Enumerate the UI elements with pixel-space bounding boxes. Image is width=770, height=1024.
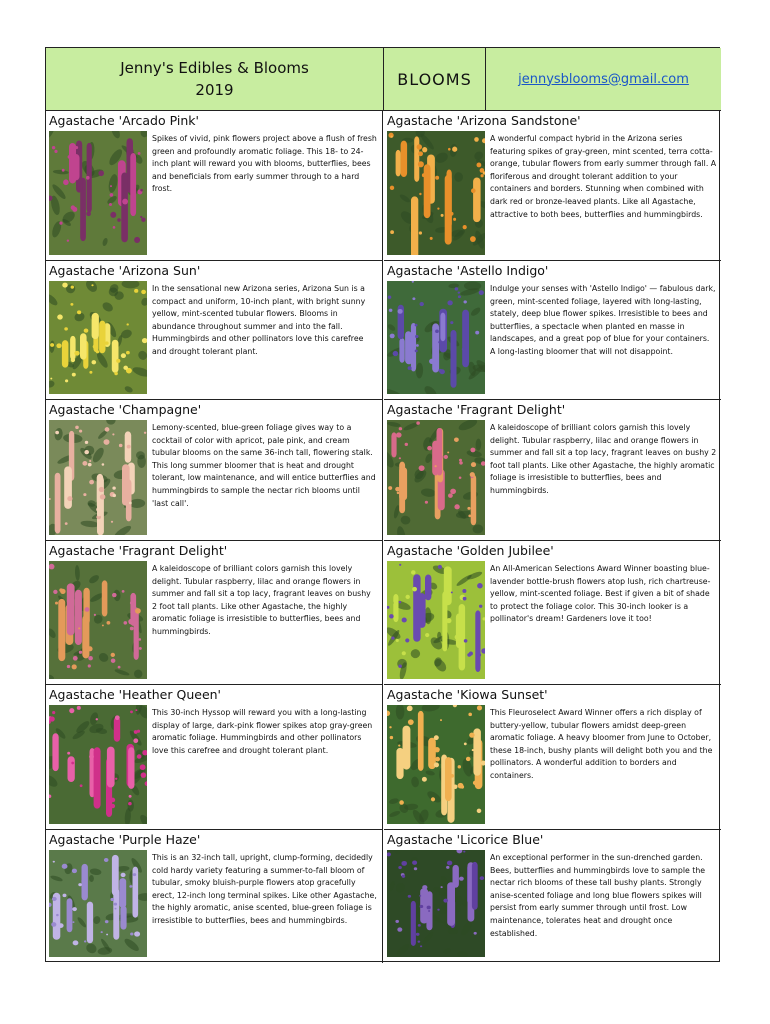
catalog-year: 2019 [195, 81, 234, 99]
plant-name: Agastache 'Arcado Pink' [49, 113, 199, 128]
plant-card [384, 111, 721, 261]
catalog-title: Jenny's Edibles & Blooms [120, 59, 309, 77]
plant-photo [49, 131, 147, 255]
plant-name: Agastache 'Licorice Blue' [387, 832, 544, 847]
plant-name: Agastache 'Astello Indigo' [387, 263, 549, 278]
plant-description: An exceptional performer in the sun-drenched garden. Bees, butterflies and hummingbirds love to sample the nectar rich blooms of these tall bushy plants. Strongly anise-scented foliage and long blue flowers spikes will persist from early summer through until frost. Low maintenance, tolerates heat and drought once established. [490, 853, 706, 938]
plant-card [46, 261, 383, 400]
plant-description: Spikes of vivid, pink flowers project above a flush of fresh green and profoundly aromatic foliage. This 18- to 24-inch plant will reward you with blooms, butterflies, bees and beneficials from early summer through to a hard frost. [152, 134, 377, 194]
plant-card [384, 685, 721, 830]
plant-card [384, 400, 721, 541]
plant-photo [387, 131, 485, 255]
plant-photo [49, 281, 147, 394]
plant-photo [387, 561, 485, 679]
catalog-sheet [45, 47, 720, 962]
plant-description: This is an 32-inch tall, upright, clump-forming, decidedly cold hardy variety featuring a summer-to-fall bloom of tubular, smoky bluish-purple flowers atop gracefully erect, 12-inch long terminal spikes. Like other Agastache, the highly aromatic, anise scented, blue-green foliage is irresistible to butterflies, bees and hummingbirds. [152, 853, 377, 925]
plant-name: Agastache 'Fragrant Delight' [49, 543, 228, 558]
plant-description: A wonderful compact hybrid in the Arizona series featuring spikes of gray-green, mint scented, terra cotta-orange, tubular flowers from early summer through fall. A floriferous and drought tolerant addition to your containers and borders. Stunning when combined with dark red or bronze-leaved plants. Like all Agastache, attractive to both bees, butterflies and hummingbirds. [490, 134, 717, 219]
plant-photo [49, 561, 147, 679]
plant-description: This Fleuroselect Award Winner offers a rich display of buttery-yellow, tubular flowers amidst deep-green aromatic foliage. A heavy bloomer from June to October, these 18-inch, bushy plants will delight both you and the pollinators. A wonderful addition to borders and containers. [490, 708, 713, 780]
plant-name: Agastache 'Champagne' [49, 402, 202, 417]
plant-card [46, 830, 383, 963]
plant-description: In the sensational new Arizona series, Arizona Sun is a compact and uniform, 10-inch plant, with bright sunny yellow, mint-scented tubular flowers. Blooms in abundance throughout summer and into the fall. Hummingbirds and other pollinators love this carefree and drought tolerant plant. [152, 284, 366, 356]
plant-name: Agastache 'Arizona Sun' [49, 263, 201, 278]
plant-description: Lemony-scented, blue-green foliage gives way to a cocktail of color with apricot, pale pink, and cream tubular blooms on the same 36-inch tall, flowering stalk. This long summer bloomer that is heat and drought tolerant, low maintenance, and will entice butterflies and hummingbirds to sample the nectar rich blooms until 'last call'. [152, 423, 376, 508]
plant-card [384, 541, 721, 685]
plant-photo [387, 850, 485, 957]
plant-name: Agastache 'Heather Queen' [49, 687, 221, 702]
plant-photo [387, 281, 485, 394]
plant-photo [49, 705, 147, 824]
plant-photo [49, 850, 147, 957]
plant-description: Indulge your senses with 'Astello Indigo' — fabulous dark, green, mint-scented foliage, layered with long-lasting, stately, deep blue flower spikes. Irresistible to bees and butterflies, a spectacle when planted en masse in landscapes, and a great pop of blue for your containers. A long-lasting bloomer that will not disappoint. [490, 284, 716, 356]
plant-name: Agastache 'Fragrant Delight' [387, 402, 566, 417]
email-link[interactable]: jennysblooms@gmail.com [486, 48, 721, 111]
plant-photo [49, 420, 147, 535]
plant-name: Agastache 'Golden Jubilee' [387, 543, 554, 558]
plant-name: Agastache 'Kiowa Sunset' [387, 687, 548, 702]
plant-card [46, 685, 383, 830]
plant-description: This 30-inch Hyssop will reward you with a long-lasting display of large, dark-pink flower spikes atop gray-green aromatic foliage. Hummingbirds and other pollinators love this carefree and drought tolerant plant. [152, 708, 373, 755]
plant-photo [387, 420, 485, 535]
plant-description: An All-American Selections Award Winner boasting blue-lavender bottle-brush flowers atop lush, rich chartreuse-yellow, mint-scented foliage. Best if given a bit of shade to protect the foliage color. This 30-inch looker is a pollinator's dream! Gardeners love it too! [490, 564, 711, 624]
plant-card [46, 400, 383, 541]
plant-card [46, 111, 383, 261]
plant-card [46, 541, 383, 685]
header-title-box [46, 48, 384, 111]
plant-name: Agastache 'Arizona Sandstone' [387, 113, 581, 128]
plant-card [384, 261, 721, 400]
plant-description: A kaleidoscope of brilliant colors garnish this lovely delight. Tubular raspberry, lilac and orange flowers in summer and fall sit a top lacy, fragrant leaves on bushy 2 foot tall plants. Like other Agastache, the highly aromatic foliage is irresistible to butterflies, bees and hummingbirds. [152, 564, 371, 636]
plant-description: A kaleidoscope of brilliant colors garnish this lovely delight. Tubular raspberry, lilac and orange flowers in summer and fall sit a top lacy, fragrant leaves on bushy 2 foot tall plants. Like other Agastache, the highly aromatic foliage is irresistible to butterflies, bees and hummingbirds. [490, 423, 717, 495]
plant-name: Agastache 'Purple Haze' [49, 832, 201, 847]
plant-card [384, 830, 721, 963]
section-label: BLOOMS [384, 48, 486, 111]
plant-photo [387, 705, 485, 824]
